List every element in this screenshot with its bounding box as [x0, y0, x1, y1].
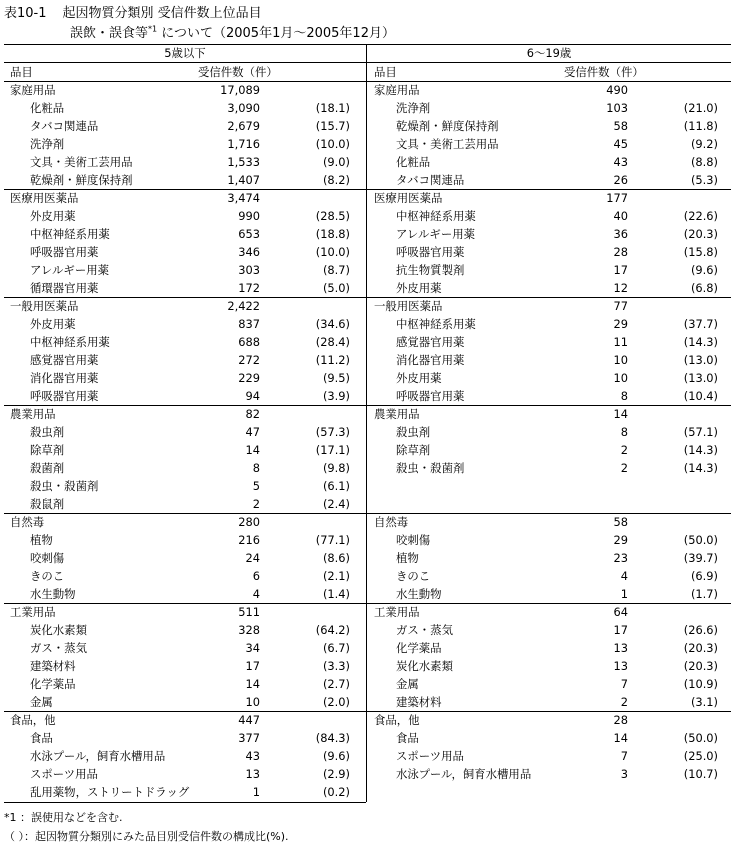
- item-name: 金属: [30, 695, 53, 709]
- item-name: 除草剤: [396, 443, 431, 457]
- item-count: 2: [620, 461, 628, 475]
- item-name: ガス・蒸気: [30, 641, 87, 655]
- item-percent: (28.4): [315, 335, 350, 349]
- item-name: 中枢神経系用薬: [396, 209, 476, 223]
- category-total: 2,422: [227, 299, 260, 313]
- item-name: 呼吸器官用薬: [30, 389, 99, 403]
- item-percent: (10.7): [683, 767, 718, 781]
- subtitle-footnote-mark: *1: [148, 24, 158, 34]
- item-percent: (17.1): [315, 443, 350, 457]
- item-name: 化学薬品: [30, 677, 76, 691]
- item-percent: (39.7): [683, 551, 718, 565]
- category-name: 自然毒: [374, 515, 409, 529]
- item-name: 殺虫・殺菌剤: [396, 461, 465, 475]
- item-count: 28: [613, 245, 628, 259]
- item-percent: (9.6): [322, 749, 350, 763]
- item-count: 10: [613, 353, 628, 367]
- item-name: スポーツ用品: [396, 749, 464, 763]
- category-total: 64: [613, 605, 628, 619]
- item-count: 229: [238, 371, 260, 385]
- group-header-left: 5歳以下: [164, 46, 206, 60]
- item-name: 呼吸器官用薬: [396, 389, 465, 403]
- item-percent: (20.3): [683, 659, 718, 673]
- colhead-item-left: 品目: [10, 65, 33, 79]
- table-code: 表10-1: [4, 6, 47, 21]
- item-name: 化粧品: [30, 101, 65, 115]
- item-percent: (6.8): [690, 281, 718, 295]
- item-percent: (64.2): [315, 623, 350, 637]
- table-title-text: 起因物質分類別 受信件数上位品目: [62, 6, 262, 21]
- item-percent: (0.2): [322, 785, 350, 799]
- item-count: 328: [238, 623, 260, 637]
- footnote-2: （ ）：起因物質分類別にみた品目別受信件数の構成比(%).: [4, 830, 289, 843]
- item-percent: (9.8): [322, 461, 350, 475]
- category-total: 58: [613, 515, 628, 529]
- item-count: 47: [245, 425, 260, 439]
- category-total: 177: [606, 191, 628, 205]
- item-percent: (21.0): [683, 101, 718, 115]
- category-name: 家庭用品: [374, 83, 420, 97]
- item-percent: (2.4): [322, 497, 350, 511]
- item-name: 乱用薬物，ストリートドラッグ: [30, 785, 190, 799]
- item-name: 殺鼠剤: [30, 497, 65, 511]
- item-percent: (25.0): [683, 749, 718, 763]
- item-count: 8: [252, 461, 260, 475]
- item-name: 水泳プール，飼育水槽用品: [396, 767, 532, 781]
- item-percent: (6.1): [322, 479, 350, 493]
- item-count: 17: [613, 623, 628, 637]
- item-count: 8: [620, 389, 628, 403]
- item-percent: (28.5): [315, 209, 350, 223]
- item-count: 11: [613, 335, 628, 349]
- item-name: 文具・美術工芸用品: [396, 137, 499, 151]
- item-name: 外皮用薬: [396, 371, 442, 385]
- item-name: 循環器官用薬: [30, 281, 99, 295]
- category-name: 農業用品: [10, 407, 56, 421]
- category-total: 447: [238, 713, 260, 727]
- item-percent: (57.1): [683, 425, 718, 439]
- item-percent: (10.0): [315, 137, 350, 151]
- item-count: 13: [613, 641, 628, 655]
- item-count: 40: [613, 209, 628, 223]
- item-count: 13: [613, 659, 628, 673]
- item-name: 建築材料: [396, 695, 442, 709]
- item-name: ガス・蒸気: [396, 623, 453, 637]
- item-count: 10: [245, 695, 260, 709]
- item-count: 2: [620, 443, 628, 457]
- category-name: 農業用品: [374, 407, 420, 421]
- item-percent: (22.6): [683, 209, 718, 223]
- item-count: 58: [613, 119, 628, 133]
- item-percent: (13.0): [683, 371, 718, 385]
- item-name: 食品: [396, 731, 419, 745]
- item-count: 2: [620, 695, 628, 709]
- item-name: きのこ: [30, 569, 65, 583]
- item-count: 43: [245, 749, 260, 763]
- footnotes: [4, 808, 289, 846]
- footnote-1: *1 ：誤使用などを含む.: [4, 811, 123, 824]
- item-count: 7: [620, 749, 628, 763]
- item-name: 外皮用薬: [30, 209, 76, 223]
- item-count: 13: [245, 767, 260, 781]
- category-name: 工業用品: [10, 605, 56, 619]
- item-percent: (1.4): [322, 587, 350, 601]
- item-name: 洗浄剤: [30, 137, 65, 151]
- item-percent: (3.3): [322, 659, 350, 673]
- item-percent: (13.0): [683, 353, 718, 367]
- item-count: 1,533: [227, 155, 260, 169]
- item-percent: (20.3): [683, 227, 718, 241]
- item-count: 346: [238, 245, 260, 259]
- item-percent: (20.3): [683, 641, 718, 655]
- item-percent: (8.2): [322, 173, 350, 187]
- item-count: 2,679: [227, 119, 260, 133]
- item-name: 食品: [30, 731, 53, 745]
- item-name: 炭化水素類: [396, 659, 453, 673]
- item-count: 7: [620, 677, 628, 691]
- category-total: 17,089: [220, 83, 260, 97]
- item-name: 感覚器官用薬: [30, 353, 99, 367]
- table-bottom-border: [4, 802, 366, 803]
- item-name: 消化器官用薬: [396, 353, 465, 367]
- category-total: 77: [613, 299, 628, 313]
- item-percent: (2.0): [322, 695, 350, 709]
- group-header-right: 6～19歳: [526, 46, 572, 60]
- category-name: 家庭用品: [10, 83, 56, 97]
- item-percent: (15.7): [315, 119, 350, 133]
- item-percent: (77.1): [315, 533, 350, 547]
- item-name: アレルギー用薬: [396, 227, 475, 241]
- category-total: 82: [245, 407, 260, 421]
- item-count: 45: [613, 137, 628, 151]
- item-name: 乾燥剤・鮮度保持剤: [30, 173, 133, 187]
- item-count: 94: [245, 389, 260, 403]
- item-percent: (2.9): [322, 767, 350, 781]
- item-name: 洗浄剤: [396, 101, 431, 115]
- category-name: 医療用医薬品: [10, 191, 79, 205]
- colhead-item-right: 品目: [374, 65, 397, 79]
- item-percent: (9.0): [322, 155, 350, 169]
- item-count: 14: [245, 443, 260, 457]
- item-percent: (14.3): [683, 335, 718, 349]
- item-count: 36: [613, 227, 628, 241]
- item-name: きのこ: [396, 569, 431, 583]
- item-count: 24: [245, 551, 260, 565]
- category-name: 食品，他: [10, 713, 56, 727]
- colhead-count-right: 受信件数（件）: [564, 65, 644, 79]
- item-count: 4: [620, 569, 628, 583]
- item-count: 3,090: [227, 101, 260, 115]
- category-total: 280: [238, 515, 260, 529]
- item-percent: (10.4): [683, 389, 718, 403]
- item-count: 103: [606, 101, 628, 115]
- item-name: 咬刺傷: [30, 551, 65, 565]
- item-count: 10: [613, 371, 628, 385]
- item-name: 殺菌剤: [30, 461, 65, 475]
- item-count: 6: [252, 569, 260, 583]
- item-name: 中枢神経系用薬: [30, 335, 110, 349]
- item-count: 216: [238, 533, 260, 547]
- category-total: 490: [606, 83, 628, 97]
- item-count: 1: [252, 785, 260, 799]
- item-percent: (2.1): [322, 569, 350, 583]
- item-name: 化学薬品: [396, 641, 442, 655]
- item-count: 17: [245, 659, 260, 673]
- item-percent: (11.8): [683, 119, 718, 133]
- category-name: 医療用医薬品: [374, 191, 443, 205]
- item-count: 23: [613, 551, 628, 565]
- category-total: 28: [613, 713, 628, 727]
- item-name: 殺虫剤: [396, 425, 431, 439]
- item-percent: (10.0): [315, 245, 350, 259]
- item-percent: (50.0): [683, 731, 718, 745]
- item-count: 12: [613, 281, 628, 295]
- item-percent: (1.7): [690, 587, 718, 601]
- item-name: タバコ関連品: [396, 173, 465, 187]
- item-name: 文具・美術工芸用品: [30, 155, 133, 169]
- item-name: 抗生物質製剤: [396, 263, 465, 277]
- item-count: 1,407: [227, 173, 260, 187]
- item-percent: (14.3): [683, 461, 718, 475]
- item-count: 653: [238, 227, 260, 241]
- item-name: 炭化水素類: [30, 623, 87, 637]
- item-count: 29: [613, 533, 628, 547]
- item-name: 水生動物: [30, 587, 76, 601]
- category-total: 14: [613, 407, 628, 421]
- item-name: 殺虫剤: [30, 425, 65, 439]
- category-name: 食品，他: [374, 713, 420, 727]
- subtitle-prefix: 誤飲・誤食等: [70, 26, 149, 41]
- category-total: 3,474: [227, 191, 260, 205]
- item-name: 除草剤: [30, 443, 65, 457]
- item-name: 建築材料: [30, 659, 76, 673]
- item-percent: (84.3): [315, 731, 350, 745]
- item-percent: (2.7): [322, 677, 350, 691]
- item-name: 水生動物: [396, 587, 442, 601]
- item-name: 植物: [30, 533, 53, 547]
- item-percent: (5.0): [322, 281, 350, 295]
- item-name: 中枢神経系用薬: [396, 317, 476, 331]
- item-percent: (8.6): [322, 551, 350, 565]
- item-percent: (11.2): [315, 353, 350, 367]
- item-percent: (9.6): [690, 263, 718, 277]
- item-count: 29: [613, 317, 628, 331]
- item-percent: (3.9): [322, 389, 350, 403]
- item-count: 4: [252, 587, 260, 601]
- item-percent: (6.7): [322, 641, 350, 655]
- table-subtitle: [70, 22, 395, 41]
- item-count: 303: [238, 263, 260, 277]
- category-name: 一般用医薬品: [10, 299, 79, 313]
- item-percent: (26.6): [683, 623, 718, 637]
- category-name: 自然毒: [10, 515, 45, 529]
- item-name: 感覚器官用薬: [396, 335, 465, 349]
- item-percent: (3.1): [690, 695, 718, 709]
- item-name: 中枢神経系用薬: [30, 227, 110, 241]
- item-percent: (50.0): [683, 533, 718, 547]
- item-name: 植物: [396, 551, 419, 565]
- item-count: 1,716: [227, 137, 260, 151]
- item-count: 377: [238, 731, 260, 745]
- item-count: 8: [620, 425, 628, 439]
- header-divider: [4, 62, 731, 63]
- category-name: 一般用医薬品: [374, 299, 443, 313]
- item-count: 688: [238, 335, 260, 349]
- item-name: 外皮用薬: [30, 317, 76, 331]
- item-percent: (5.3): [690, 173, 718, 187]
- table-title: [4, 2, 262, 21]
- item-name: 外皮用薬: [396, 281, 442, 295]
- item-percent: (14.3): [683, 443, 718, 457]
- item-percent: (9.5): [322, 371, 350, 385]
- item-name: 呼吸器官用薬: [30, 245, 99, 259]
- item-count: 3: [620, 767, 628, 781]
- item-percent: (6.9): [690, 569, 718, 583]
- item-count: 5: [252, 479, 260, 493]
- item-percent: (8.8): [690, 155, 718, 169]
- subtitle-suffix: について（2005年1月～2005年12月）: [157, 26, 395, 41]
- item-count: 17: [613, 263, 628, 277]
- item-name: 化粧品: [396, 155, 431, 169]
- item-percent: (9.2): [690, 137, 718, 151]
- item-count: 990: [238, 209, 260, 223]
- category-total: 511: [238, 605, 260, 619]
- item-name: 金属: [396, 677, 419, 691]
- item-count: 2: [252, 497, 260, 511]
- item-name: スポーツ用品: [30, 767, 98, 781]
- item-name: 呼吸器官用薬: [396, 245, 465, 259]
- item-count: 14: [245, 677, 260, 691]
- item-name: タバコ関連品: [30, 119, 99, 133]
- item-percent: (10.9): [683, 677, 718, 691]
- item-percent: (34.6): [315, 317, 350, 331]
- item-name: アレルギー用薬: [30, 263, 109, 277]
- item-count: 1: [620, 587, 628, 601]
- item-percent: (37.7): [683, 317, 718, 331]
- colhead-count-left: 受信件数（件）: [198, 65, 278, 79]
- item-count: 26: [613, 173, 628, 187]
- category-name: 工業用品: [374, 605, 420, 619]
- item-count: 172: [238, 281, 260, 295]
- item-percent: (18.1): [315, 101, 350, 115]
- item-name: 消化器官用薬: [30, 371, 99, 385]
- item-name: 咬刺傷: [396, 533, 431, 547]
- item-percent: (15.8): [683, 245, 718, 259]
- item-count: 34: [245, 641, 260, 655]
- column-divider: [366, 44, 367, 802]
- item-percent: (18.8): [315, 227, 350, 241]
- item-name: 水泳プール，飼育水槽用品: [30, 749, 166, 763]
- item-count: 43: [613, 155, 628, 169]
- item-name: 殺虫・殺菌剤: [30, 479, 99, 493]
- item-name: 乾燥剤・鮮度保持剤: [396, 119, 499, 133]
- item-count: 272: [238, 353, 260, 367]
- item-count: 837: [238, 317, 260, 331]
- item-percent: (57.3): [315, 425, 350, 439]
- item-count: 14: [613, 731, 628, 745]
- item-percent: (8.7): [322, 263, 350, 277]
